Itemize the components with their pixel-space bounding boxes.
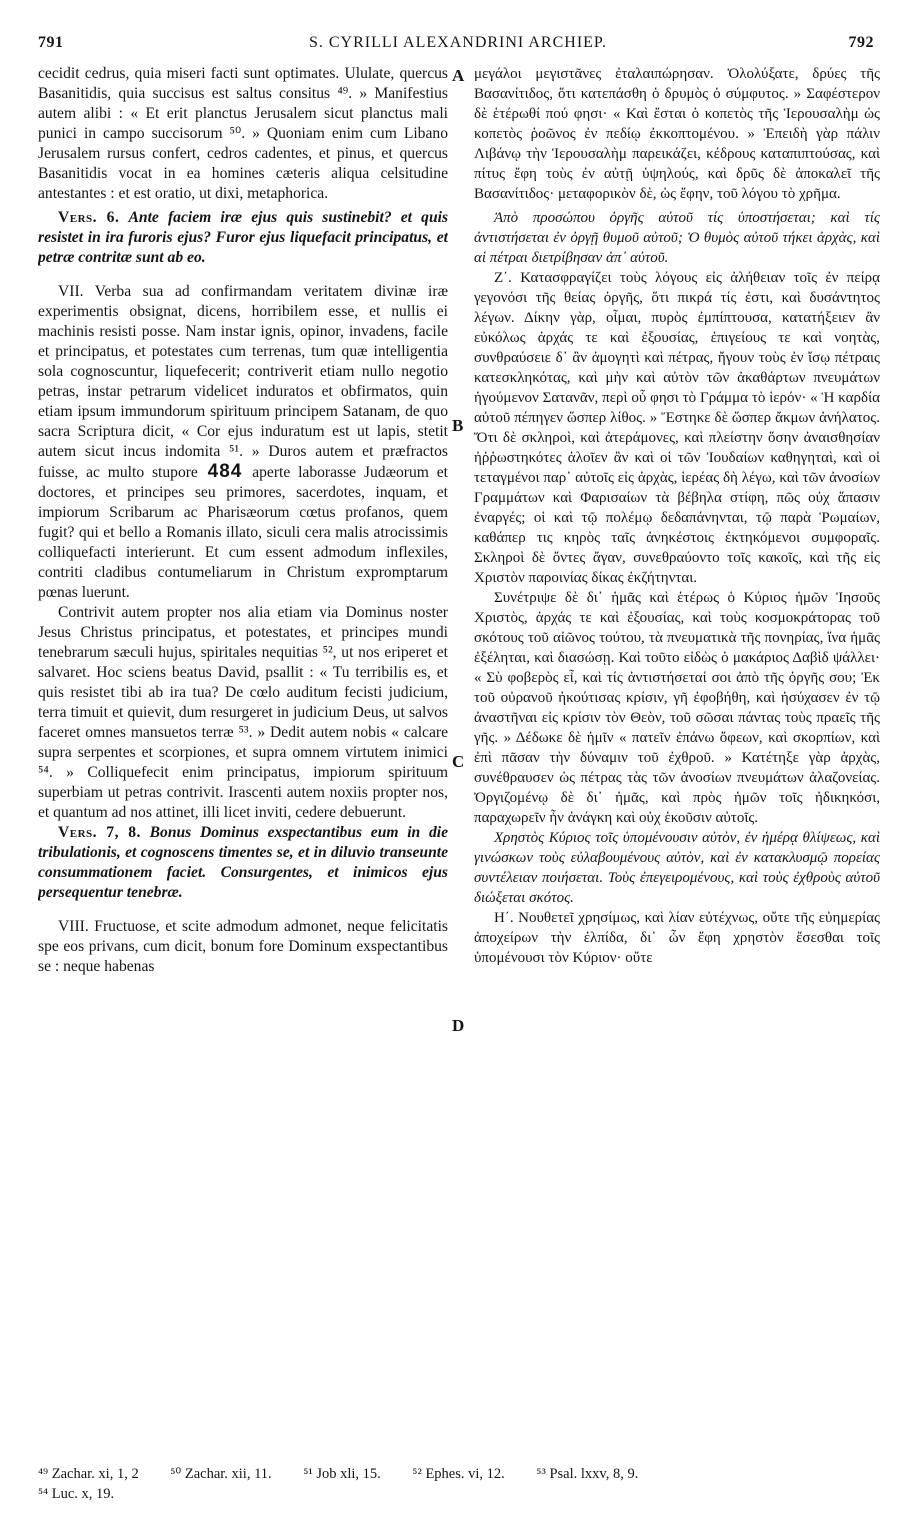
greek-paragraph-synetripse: Συνέτριψε δὲ δι᾽ ἡμᾶς καὶ ἑτέρως ὁ Κύριος ἡμῶν Ἰησοῦς Χριστὸς, ἀρχάς τε καὶ ἐξουσίας, καὶ τοὺς κοσμοκράτορας τοῦ σκότους τοῦ αἰῶνος τούτου, τὰ πνευματικὰ τῆς πονηρίας, ἵνα ἡμᾶς ἐξέληται, καὶ διασώσῃ. Καὶ τοῦτο εἰδὼς ὁ μακάριος Δαβὶδ ψάλλει· « Σὺ φοβερὸς εἶ, καὶ τίς ἀντιστήσεταί σοι ἀπὸ τῆς ὀργῆς σου; Ἐκ τοῦ οὐρανοῦ ἠκούτισας κρίσιν, γῆ ἐφοβήθη, καὶ ἡσύχασεν ἐν τῷ ἀναστῆναι εἰς κρίσιν τὸν Θεὸν, τοῦ σῶσαι πάντας τοὺς πραεῖς τῆς γῆς. » Δέδωκε δὲ ἡμῖν « πατεῖν ἐπάνω ὄφεων, καὶ σκορπίων, καὶ ἐπὶ πᾶσαν τὴν δύναμιν τοῦ ἐχθροῦ. » Κατέτηξε γὰρ ἀρχὰς, συνέθραυσεν ὡς πέτρας τὰς τῶν ἀνοσίων πνευμάτων ἀλαζονείας. Ὀργιζομένῳ δὲ δι᾽ ἡμᾶς, καὶ πρὸς ἡμῶν τοῖς ἠδικηκόσι, παραχωρεῖν ἦν ἀνάγκη καὶ οὐχ ἑκοῦσιν αὐτοῖς.: [474, 590, 880, 826]
footnote-52: ⁵² Ephes. vi, 12.: [412, 1466, 505, 1482]
footnote-54: ⁵⁴ Luc. x, 19.: [38, 1486, 115, 1502]
margin-marker-d: D: [452, 1016, 465, 1035]
greek-paragraph-1: μεγάλοι μεγιστᾶνες ἐταλαιπώρησαν. Ὀλολύξατε, δρύες τῆς Βασανίτιδος, ὅτι κατεπάσθη ὁ δρυμὸς ὁ σύμφυτος. » Σαφέστερον δὲ ἑτέρωθί πού φησι· « Καὶ ἔσται ὁ κοπετὸς τῆς Ἱερουσαλὴμ ὡς κοπετὸς ῥοῶνος ἐν πεδίῳ ἐκκοπτομένου. » Ἐπειδὴ γὰρ πάλιν Λιβάνῳ τὴν Ἱερουσαλὴμ παρεικάζει, κέδρους καταπιπτούσας, καὶ πίτυς ἔφη τοὺς ἐν αὐτῇ ὑψηλούς, καὶ δρῦς δὲ ἀποκαλεῖ τῆς Βασανίτιδος· μεταφορικὸν δὲ, ὡς ἔφην, τοῦ λόγου τὸ χρῆμα.: [474, 66, 880, 202]
latin-verse-7-8-text: Bonus Dominus exspectantibus eum in die tribulationis, et cognoscens timentes se, et in diluvio transeunte consummationem faciet. Consurgentes, et inimicos ejus persequentur tenebræ.: [38, 824, 448, 901]
latin-paragraph-viii: VIII. Fructuose, et scite admodum admonet, neque felicitatis spe eos privans, cum dicit, bonum fore Dominum exspectantibus se : neque habenas: [38, 918, 448, 975]
latin-verse-6: [38, 208, 448, 268]
latin-verse-6-text: Ante faciem iræ ejus quis sustinebit? et quis resistet in ira furoris ejus? Furor ejus liquefacit principatus, et petræ contritæ sunt ab eo.: [38, 209, 448, 266]
greek-lemma-1: Ἀπὸ προσώπου ὀργῆς αὐτοῦ τίς ὑποστήσεται; καὶ τίς ἀντιστήσεται ἐν ὀργῇ θυμοῦ αὐτοῦ; Ὁ θυμὸς αὐτοῦ τήκει ἀρχὰς, καὶ αἱ πέτραι διετρίβησαν ἀπ᾽ αὐτοῦ.: [474, 210, 880, 266]
greek-lemma-2: Χρηστὸς Κύριος τοῖς ὑπομένουσιν αὐτὸν, ἐν ἡμέρᾳ θλίψεως, καὶ γινώσκων τοὺς εὐλαβουμένους αὐτὸν, καὶ ἐν κατακλυσμῷ πορείας συντέλειαν ποιήσεται. Τοὺς ἐπεγειρομένους, καὶ τοὺς ἐχθροὺς αὐτοῦ διώξεται σκότος.: [474, 830, 880, 906]
margin-marker-c: C: [452, 752, 465, 771]
page-header: [0, 34, 916, 60]
latin-paragraph-vii: [38, 282, 448, 603]
running-title: S. CYRILLI ALEXANDRINI ARCHIEP.: [308, 34, 608, 51]
latin-paragraph-1: cecidit cedrus, quia miseri facti sunt optimates. Ululate, quercus Basanitidis, quia succisus est saltus consitus ⁴⁹. » Manifestius autem alibi : « Et erit planctus Jerusalem sicut planctus mali punici in campo succisorum ⁵⁰. » Quoniam enim cum Libano Jerusalem rursus confert, cedros cadentes, et pinus, et quercus Basanitidis vocat in ea homines cæteris aliqua celsitudine antestantes : et est oratio, ut dixi, metaphorica.: [38, 65, 448, 202]
inline-page-number: 484: [207, 461, 243, 482]
footnote-50: ⁵⁰ Zachar. xii, 11.: [170, 1466, 272, 1482]
latin-paragraph-contrivit: Contrivit autem propter nos alia etiam via Dominus noster Jesus Christus principatus, et potestates, et principes mundi tenebrarum sæculi hujus, spiritales nequitias ⁵², ut nos eriperet et salvaret. Hoc sciens beatus David, psallit : « Tu terribilis es, et quis resistet tibi ab ira tua? De cœlo auditum fecisti judicium, terra timuit et quievit, dum resurgeret in judicium Deus, ut salvos faceret omnes mansuetos terræ ⁵³. » Dedit autem nobis « calcare supra serpentes et scorpiones, et supra omnem virtutem inimici ⁵⁴. » Colliquefecit enim principatus, impiorum spirituum superbiam ut petras contrivit. Irascenti autem noxiis propter nos, et quantum ad nos attinet, illi licet inviti, cedere debuerunt.: [38, 604, 448, 821]
greek-paragraph-eta: Η΄. Νουθετεῖ χρησίμως, καὶ λίαν εὐτέχνως, οὔτε τῆς εὐημερίας ἀποχείρων τὴν ἐλπίδα, δι᾽ ὧν ἔφη χρηστὸν ἔσεσθαι τοῖς ὑπομένουσι τὸν Κύριον· οὔτε: [474, 910, 880, 966]
footnotes: [38, 1464, 880, 1504]
left-page-number: 791: [38, 34, 64, 51]
footnote-53: ⁵³ Psal. lxxv, 8, 9.: [536, 1466, 639, 1482]
margin-marker-b: B: [452, 416, 464, 435]
latin-paragraph-vii-part-2: aperte laborasse Judæorum et doctores, et principes seu primores, sacerdotes, inquam, et impiorum Scribarum ac Pharisæorum cœtus profanos, quem fugit? qui et bello a Romanis illato, siculi cera malis atrocissimis colliquefacti interierunt. Et cum essent admodum inflexiles, contriti cladibus contumeliarum in Christum expromptarum pœnas luerunt.: [38, 464, 448, 601]
greek-column: [474, 64, 880, 1452]
latin-verse-7-8: [38, 823, 448, 903]
latin-verse-6-head: Vers. 6.: [58, 209, 120, 226]
footnote-49: ⁴⁹ Zachar. xi, 1, 2: [38, 1466, 139, 1482]
footnote-line-2: [38, 1484, 880, 1504]
greek-paragraph-zeta: Ζ΄. Κατασφραγίζει τοὺς λόγους εἰς ἀλήθειαν τοῖς ἐν πείρᾳ γεγονόσι τῆς θείας ὀργῆς, ὅτι πικρά τίς ἐστι, καὶ δυσάντητος λέγων. Δίκην γὰρ, οἶμαι, πυρὸς ἐμπίπτουσα, κατατήξειεν ἂν εὐκόλως ἀρχάς τε καὶ ἐξουσίας, ἐπιγείους τε καὶ νοητὰς, συνθραύσειε δ᾽ ἂν ἀμογητὶ καὶ πέτρας, ἤγουν τοὺς ἐν ἴσῳ πέτραις κατεσκληκότας, καὶ μὴν καὶ αὐτὸν τῶν ἀκαθάρτων πνευμάτων ἡγούμενον Σατανᾶν, περὶ οὗ φησι τὸ Γράμμα τὸ ἱερόν· « Ἡ καρδία αὐτοῦ πέπηγεν ὥσπερ λίθος. » Ἕστηκε δὲ ὥσπερ ἄκμων ἀνήλατος. Ὅτι δὲ σκληροὶ, καὶ ἀτεράμονες, καὶ πλείστην ὅσην ἀναισθησίαν ἠῤῥωστηκότες ἁλοῖεν ἂν καὶ οἱ τῶν Ἰουδαίων καθηγηταὶ, καὶ οἱ τεταγμένοι παρ᾽ αὐτοῖς εἰς ἀρχὰς, ἱερέας δὴ λέγω, καὶ τῶν ἀνοσίων Γραμμάτων καὶ Φαρισαίων τὰ βέβηλα στίφη, πῶς οὐχ ἅπασιν ἐναργές; οἱ καὶ τῷ πολέμῳ δεδαπάνηνται, τῷ παρὰ Ῥωμαίων, καθάπερ τις κηρὸς ταῖς ἀνηκέστοις ἐκτηκόμενοι συμφοραῖς. Σκληροὶ δὲ ὄντες ἄγαν, συνεθραύοντο τοῖς κακοῖς, καὶ τῆς εἰς Χριστὸν παροινίας δίκας ἐκζήτηνται.: [474, 270, 880, 586]
latin-paragraph-vii-part-1: VII. Verba sua ad confirmandam veritatem divinæ iræ experimentis obsignat, dicens, horribilem esse, et nullis ei machinis resisti posse. Nam instar ignis, opinor, invadens, facile et principatus, et potestates cum terrenas, tum quæ intelligentia sola cognoscuntur, liquefecerit; contriverit etiam nullo negotio petras, instar petrarum videlicet induratos et obfirmatos, quin etiam ipsum immundorum spirituum principem Satanam, de quo sacra Scriptura dicit, « Cor ejus induratum est ut lapis, stetit autem sicut incus indomita ⁵¹. » Duros autem et præfractos fuisse, ac multo stupore: [38, 283, 448, 481]
right-page-number: 792: [848, 34, 874, 51]
footnote-line-1: [38, 1464, 880, 1484]
margin-marker-a: A: [452, 66, 465, 85]
latin-verse-7-8-head: Vers. 7, 8.: [58, 824, 141, 841]
footnote-51: ⁵¹ Job xli, 15.: [303, 1466, 381, 1482]
latin-column: [38, 64, 448, 1452]
